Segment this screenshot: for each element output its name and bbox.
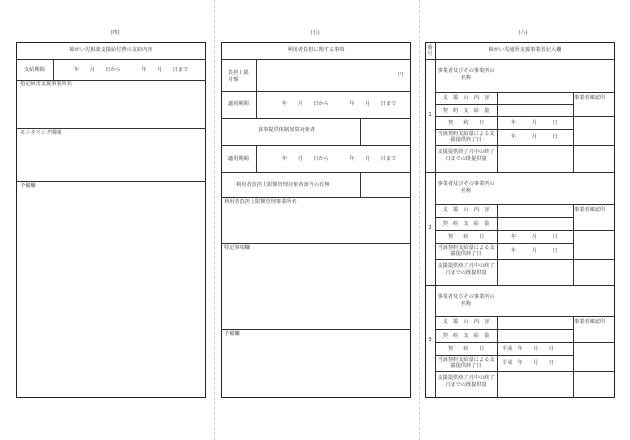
provided-amount-label: 支援提供終了月中の終了日までの既提供量	[437, 375, 495, 389]
service-label: 支 援 の 内 容	[442, 95, 490, 101]
period1-label: 適用期間	[228, 101, 249, 107]
divider	[53, 59, 54, 80]
mgmt-office-label: 利用者負担上限額管理事業所名	[224, 199, 297, 205]
divider	[435, 116, 615, 117]
end-date-value: 平成 年 月 日	[502, 360, 554, 366]
panel2-notes-label: 予備欄	[224, 331, 240, 337]
divider	[256, 91, 257, 118]
service-label: 支 援 の 内 容	[442, 207, 490, 213]
cap-unit: 円	[398, 72, 404, 78]
amount-label: 契 約 支 給 量	[442, 221, 490, 227]
panel1-title: 障がい児相談支援給付費の支給内容	[69, 47, 153, 53]
divider	[360, 118, 361, 145]
entry-number: 2	[428, 225, 432, 231]
end-date-label: 当該契約支給量による支援提供終了日	[437, 131, 495, 144]
page-label-6: (六)	[518, 30, 528, 36]
period1-value: 年 月 日から 年 月 日まで	[282, 101, 397, 107]
office-name-label: 事業者及びその事業所の名称	[437, 181, 495, 195]
stamp-label: 事業者確認印	[574, 95, 606, 101]
entry-number: 1	[428, 112, 432, 118]
contract-date-label: 契 約 日	[447, 120, 485, 126]
provided-amount-label: 支援提供終了月中の終了日までの既提供量	[437, 263, 495, 277]
divider	[221, 145, 411, 146]
divider	[435, 104, 573, 105]
service-label: 支 援 の 内 容	[442, 319, 490, 325]
divider	[16, 181, 206, 182]
divider	[425, 285, 615, 286]
cap-label: 負担上限月額	[228, 70, 249, 83]
divider	[221, 59, 411, 60]
notes-label: 予備欄	[20, 183, 36, 189]
provided-amount-label: 支援提供終了月中の終了日までの既提供量	[437, 149, 495, 163]
divider	[16, 59, 206, 60]
divider	[16, 128, 206, 129]
divider	[435, 243, 573, 244]
page-label-5: (五)	[310, 30, 320, 36]
end-date-label: 当該契約支給量による支援提供終了日	[437, 357, 495, 370]
divider	[221, 91, 411, 92]
contract-date-label: 契 約 日	[447, 234, 485, 240]
special-label: 特記事項欄	[224, 245, 250, 251]
divider	[435, 129, 573, 130]
contract-date-value: 年 月 日	[511, 234, 558, 240]
stamp-label: 事業者確認印	[574, 319, 606, 325]
divider	[435, 371, 615, 372]
divider	[497, 92, 498, 172]
divider	[573, 92, 574, 172]
contract-date-label: 契 約 日	[447, 346, 485, 352]
page-label-4: (四)	[110, 30, 120, 36]
divider	[497, 204, 498, 285]
divider	[221, 197, 411, 198]
period2-label: 適用期間	[228, 156, 249, 162]
divider	[221, 243, 411, 244]
divider	[256, 59, 257, 91]
office-name-label: 事業者及びその事業所の名称	[437, 294, 495, 308]
end-date-value: 年 月 日	[511, 248, 558, 254]
period-label: 支給期間	[24, 67, 45, 73]
divider	[221, 329, 411, 330]
mgmt-label: 利用者負担上限額管理対象者該当の有無	[236, 182, 330, 188]
divider	[435, 217, 573, 218]
contract-date-value: 年 月 日	[511, 120, 558, 126]
amount-label: 契 約 支 給 量	[442, 333, 490, 339]
divider	[435, 316, 615, 317]
panel3-title: 障がい児通所支援事業者記入欄	[488, 47, 562, 53]
divider	[573, 316, 574, 398]
divider	[497, 316, 498, 398]
number-header: 番号	[427, 45, 433, 58]
meal-label: 食事提供体制加算対象者	[258, 127, 316, 133]
entry-number: 3	[428, 337, 432, 343]
contract-date-value: 平成 年 月 日	[502, 346, 554, 352]
monitoring-label: モニタリング期間	[20, 130, 62, 136]
divider	[221, 172, 411, 173]
provider-label: 指定障害支援事業所名	[20, 81, 72, 87]
end-date-value: 年 月 日	[511, 134, 558, 140]
divider	[425, 59, 615, 60]
divider	[435, 259, 615, 260]
panel-benefit-content	[16, 42, 206, 398]
divider	[360, 172, 361, 197]
end-date-label: 当該契約支給量による支援提供終了日	[437, 245, 495, 258]
panel-user-burden	[221, 42, 411, 398]
divider	[256, 145, 257, 172]
office-name-label: 事業者及びその事業所の名称	[437, 68, 495, 82]
period2-value: 年 月 日から 年 月 日まで	[282, 156, 397, 162]
fold-line-left	[214, 0, 215, 440]
divider	[573, 204, 574, 285]
divider	[425, 172, 615, 173]
divider	[435, 92, 615, 93]
amount-label: 契 約 支 給 量	[442, 108, 490, 114]
divider	[435, 230, 615, 231]
stamp-label: 事業者確認印	[574, 207, 606, 213]
fold-line-right	[419, 0, 420, 440]
divider	[221, 118, 411, 119]
divider	[435, 342, 615, 343]
divider	[435, 145, 615, 146]
divider	[435, 355, 573, 356]
period-value: 年 月 日から 年 月 日まで	[74, 67, 189, 73]
divider	[435, 329, 573, 330]
panel2-title: 利用者負担に関する事項	[287, 47, 345, 53]
divider	[435, 204, 615, 205]
